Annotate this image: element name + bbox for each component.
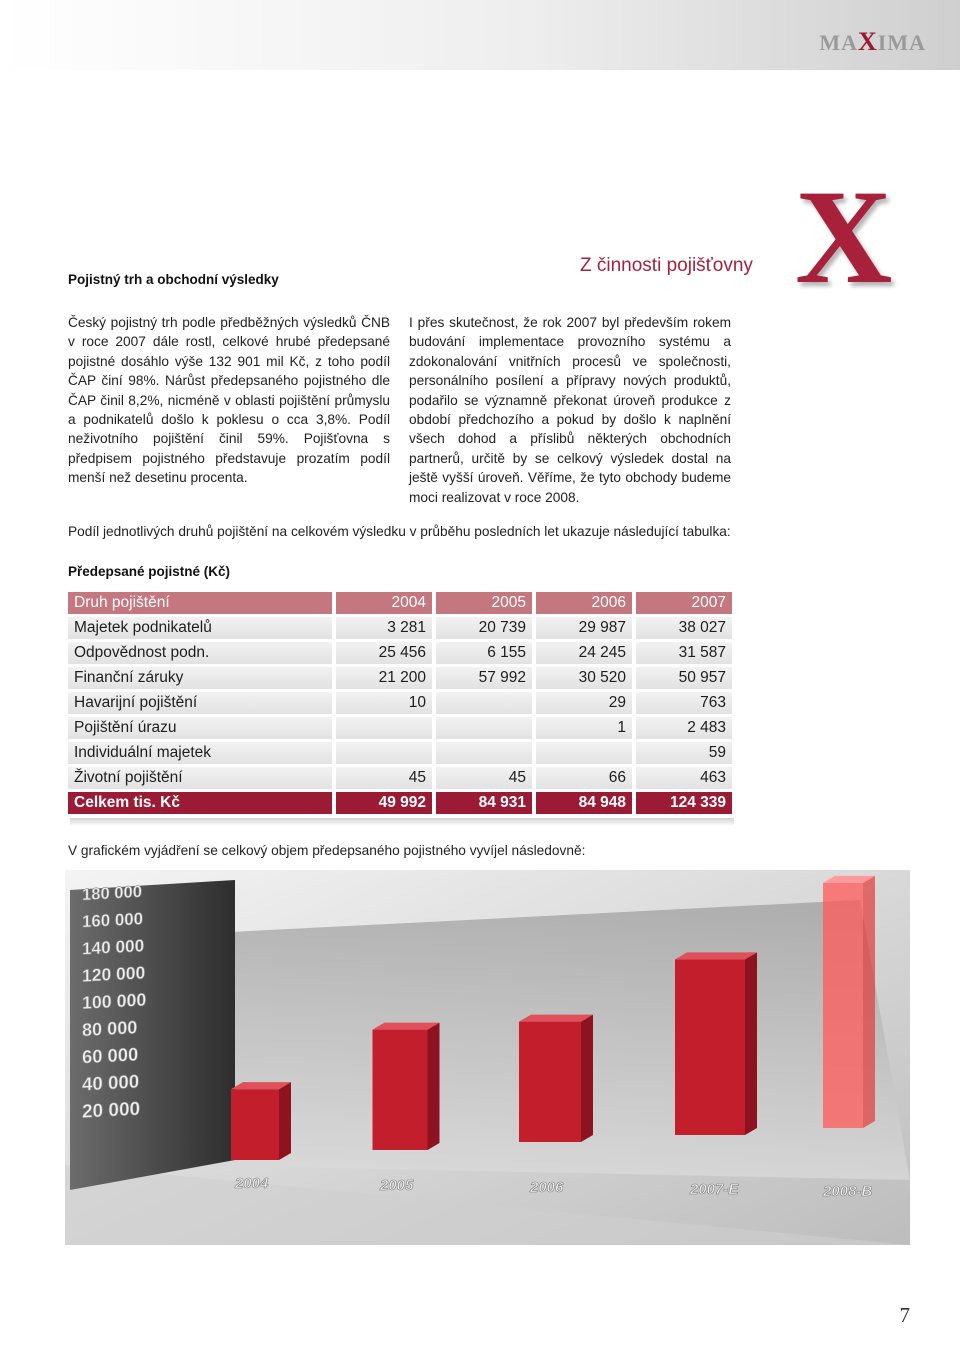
table-cell: Havarijní pojištění	[68, 692, 332, 714]
text-column-right: I přes skutečnost, že rok 2007 byl především rokem budování implementace provozního systému a zdokonalování vnitřních procesů ve společnosti, personálního posílení a přípravy nových produktů, podařilo se významně překonat úroveň produkce z období předchozího a pokud by došlo k naplnění všech dohod a příslibů některých obchodních partnerů, určitě by se celkový výsledek dostal na ještě vyšší úroveň. Věříme, že tyto obchody budeme moci realizovat v roce 2008.	[409, 315, 731, 505]
table-title: Předepsané pojistné (Kč)	[68, 564, 231, 579]
premium-chart	[0, 860, 960, 1250]
header-cell: 2006	[532, 592, 632, 614]
x-tick-label: 2008-B	[823, 1183, 873, 1200]
y-tick-label: 160 000	[82, 909, 144, 932]
total-cell: Celkem tis. Kč	[68, 792, 332, 814]
table-cell: 24 245	[532, 642, 632, 664]
bar-front	[231, 1089, 279, 1160]
table-cell	[332, 742, 432, 764]
maxima-logo	[819, 27, 926, 57]
header-band	[0, 0, 960, 70]
bar	[519, 1015, 593, 1142]
table-cell: Individuální majetek	[68, 742, 332, 764]
table-row	[68, 742, 732, 764]
table-intro: Podíl jednotlivých druhů pojištění na celkovém výsledku v průběhu posledních let ukazuje následující tabulka:	[68, 524, 731, 539]
table-shadow	[70, 818, 734, 826]
table-cell: 57 992	[432, 667, 532, 689]
section-title: Z činnosti pojišťovny	[580, 255, 753, 276]
y-tick-label: 20 000	[82, 1098, 141, 1123]
x-tick-label: 2004	[235, 1175, 269, 1192]
table-cell: 50 957	[632, 667, 732, 689]
y-tick-label: 120 000	[82, 962, 146, 986]
total-cell: 124 339	[632, 792, 732, 814]
table-cell	[332, 717, 432, 739]
y-tick-label: 100 000	[82, 989, 147, 1013]
y-tick-label: 140 000	[82, 935, 145, 959]
bar	[675, 952, 757, 1135]
table-cell: Majetek podnikatelů	[68, 617, 332, 639]
table-cell: 45	[332, 767, 432, 789]
header-cell: Druh pojištění	[68, 592, 332, 614]
total-cell: 84 948	[532, 792, 632, 814]
total-cell: 49 992	[332, 792, 432, 814]
logo-part-1: MA	[819, 30, 858, 55]
table-cell: 31 587	[632, 642, 732, 664]
header-cell: 2005	[432, 592, 532, 614]
table-cell: 3 281	[332, 617, 432, 639]
table-cell	[432, 717, 532, 739]
table-cell: 29 987	[532, 617, 632, 639]
table-cell: 25 456	[332, 642, 432, 664]
table-cell: 763	[632, 692, 732, 714]
premium-table	[68, 589, 732, 817]
table-cell: 1	[532, 717, 632, 739]
bar-side	[279, 1082, 291, 1160]
bar-side	[428, 1023, 440, 1150]
bar-side	[581, 1015, 593, 1142]
table-cell: 10	[332, 692, 432, 714]
table-total-row	[68, 792, 732, 814]
table-row	[68, 767, 732, 789]
section-x-mark: X	[795, 163, 893, 312]
table-cell: 463	[632, 767, 732, 789]
table-cell: 21 200	[332, 667, 432, 689]
table-row	[68, 692, 732, 714]
logo-part-2: IMA	[877, 30, 926, 55]
table-header-row	[68, 592, 732, 614]
bar-side	[745, 952, 757, 1135]
x-tick-label: 2007-E	[690, 1181, 739, 1198]
total-cell: 84 931	[432, 792, 532, 814]
bar-front	[373, 1030, 428, 1150]
bar-top	[519, 1015, 593, 1022]
table-cell: 20 739	[432, 617, 532, 639]
chart-intro: V grafickém vyjádření se celkový objem předepsaného pojistného vyvíjel následovně:	[68, 843, 586, 858]
table-row	[68, 717, 732, 739]
x-tick-label: 2006	[530, 1179, 564, 1196]
bar-top	[675, 952, 757, 959]
table-cell: 29	[532, 692, 632, 714]
table-cell: Pojištění úrazu	[68, 717, 332, 739]
table-cell: 38 027	[632, 617, 732, 639]
table-cell: 6 155	[432, 642, 532, 664]
text-column-left: Český pojistný trh podle předběžných výsledků ČNB v roce 2007 dále rostl, celkové hrubé předepsané pojistné dosáhlo výše 132 901 mil Kč, z toho podíl ČAP činí 98%. Nárůst předepsaného pojistného dle ČAP činil 8,2%, nicméně v oblasti pojištění průmyslu a podnikatelů došlo k poklesu o cca 3,8%. Podíl neživotního pojištění činil 59%. Pojišťovna s předpisem pojistného představuje prozatím podíl menší než desetinu procenta.	[68, 315, 390, 486]
article-subtitle: Pojistný trh a obchodní výsledky	[68, 272, 279, 287]
table-cell: Životní pojištění	[68, 767, 332, 789]
table-cell: 30 520	[532, 667, 632, 689]
bar-front	[823, 883, 863, 1128]
y-tick-label: 180 000	[82, 881, 143, 905]
table-cell: 59	[632, 742, 732, 764]
logo-x: X	[858, 27, 878, 56]
page-number: 7	[899, 1303, 910, 1327]
table-row	[68, 642, 732, 664]
table-row	[68, 617, 732, 639]
table-cell	[432, 692, 532, 714]
table-cell	[432, 742, 532, 764]
header-cell: 2004	[332, 592, 432, 614]
premium-chart-svg	[0, 860, 960, 1250]
table-cell: 45	[432, 767, 532, 789]
table-cell: Finanční záruky	[68, 667, 332, 689]
y-tick-label: 60 000	[82, 1043, 139, 1068]
table-row	[68, 667, 732, 689]
bar	[823, 876, 875, 1128]
header-cell: 2007	[632, 592, 732, 614]
bar	[231, 1082, 291, 1160]
y-tick-label: 40 000	[82, 1070, 140, 1095]
bar-front	[519, 1022, 581, 1142]
table-cell: Odpovědnost podn.	[68, 642, 332, 664]
table-cell	[532, 742, 632, 764]
bar-side	[863, 876, 875, 1128]
bar-front	[675, 959, 745, 1135]
table-cell: 66	[532, 767, 632, 789]
x-tick-label: 2005	[380, 1177, 414, 1194]
table-cell: 2 483	[632, 717, 732, 739]
y-tick-label: 80 000	[82, 1017, 138, 1041]
bar	[373, 1023, 440, 1150]
